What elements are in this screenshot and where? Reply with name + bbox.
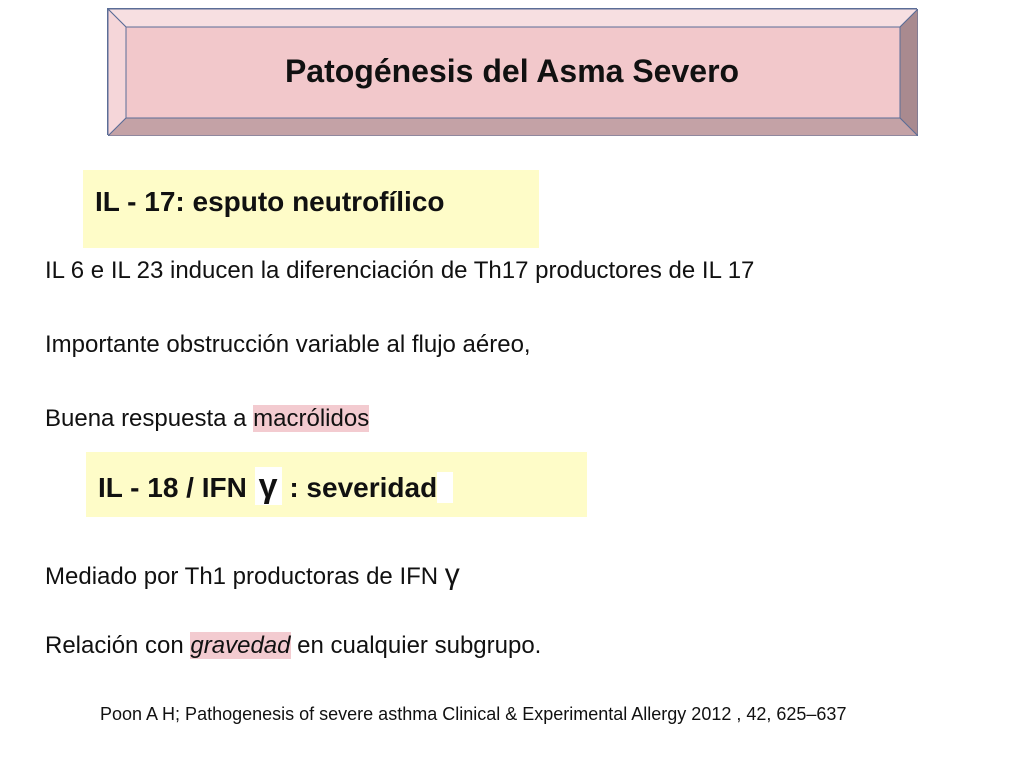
- section1-line3: [45, 405, 369, 433]
- gamma-symbol-inline: γ: [444, 558, 460, 591]
- section2-line1: [45, 558, 460, 592]
- section2-line2-prefix: Relación con: [45, 632, 191, 659]
- section1-line1: IL 6 e IL 23 inducen la diferenciación de Th17 productores de IL 17: [45, 257, 755, 284]
- heading-end-spacer: [437, 472, 453, 503]
- citation: Poon A H; Pathogenesis of severe asthma Clinical & Experimental Allergy 2012 , 42, 625–637: [100, 704, 847, 724]
- macrolidos-highlight: macrólidos: [253, 405, 370, 432]
- section1-line2: Importante obstrucción variable al flujo aéreo,: [45, 331, 531, 358]
- section2-line2: [45, 632, 541, 660]
- section1-heading: IL - 17: esputo neutrofílico: [95, 186, 445, 217]
- section2-heading-suffix: : severidad: [281, 472, 438, 503]
- title-frame: [107, 8, 917, 135]
- gamma-symbol: γ: [255, 467, 282, 505]
- section2-line1-prefix: Mediado por Th1 productoras de IFN: [45, 563, 445, 590]
- section2-heading-prefix: IL - 18 / IFN: [98, 472, 255, 503]
- section2-heading: [98, 467, 453, 506]
- section2-line2-suffix: en cualquier subgrupo.: [290, 632, 542, 659]
- gravedad-highlight: gravedad: [190, 632, 291, 659]
- page-title: Patogénesis del Asma Severo: [284, 53, 740, 89]
- section1-line3-prefix: Buena respuesta a: [45, 405, 254, 432]
